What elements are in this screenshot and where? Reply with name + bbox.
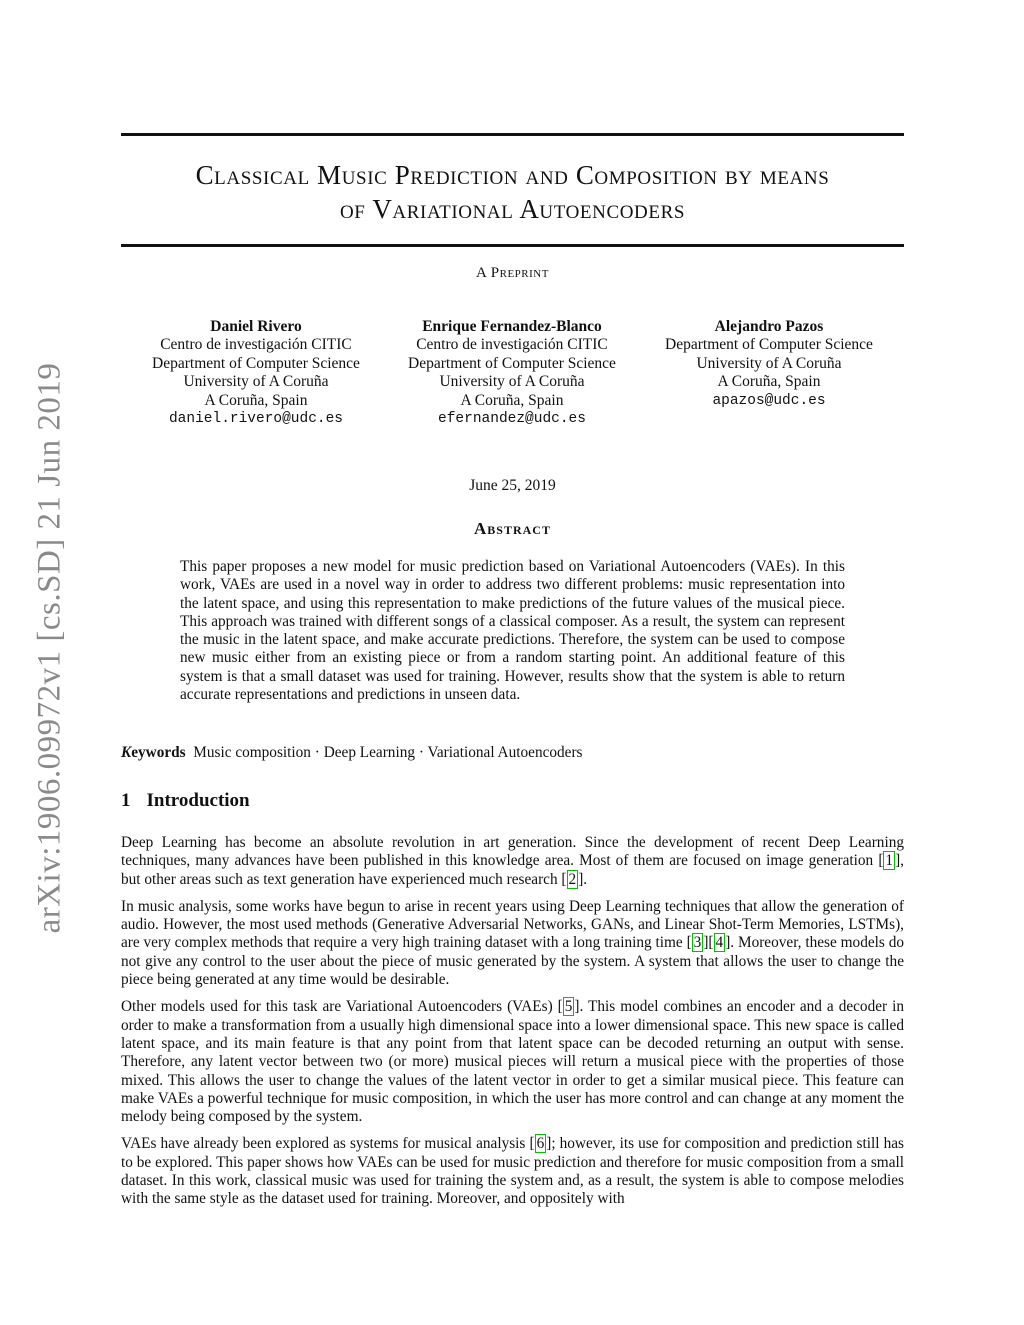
preprint-label: A Preprint: [476, 265, 549, 281]
author-name: Enrique Fernandez-Blanco: [422, 318, 602, 335]
arxiv-identifier: arXiv:1906.09972v1 [cs.SD] 21 Jun 2019: [31, 362, 68, 934]
citation-link[interactable]: 6: [536, 1135, 545, 1153]
paragraph-text: ][: [703, 934, 714, 952]
keywords-list: Music composition · Deep Learning · Variational Autoencoders: [193, 744, 583, 761]
author-block: [390, 318, 634, 428]
section-number: 1: [121, 790, 131, 811]
paragraph-text: ]. Moreover, these models do not give any control to the user about the piece of music generated by the system. A system that allows the user to change the piece being generated at any time would be desirable.: [121, 934, 904, 989]
author-email[interactable]: efernandez@udc.es: [438, 411, 586, 428]
author-affiliation: University of A Coruña: [439, 373, 585, 391]
section-title: Introduction: [146, 790, 250, 811]
citation-link[interactable]: 4: [715, 934, 724, 952]
author-email[interactable]: apazos@udc.es: [712, 392, 826, 409]
author-affiliation: Centro de investigación CITIC: [160, 336, 352, 354]
paragraph: [121, 1135, 904, 1208]
citation-link[interactable]: 3: [693, 934, 702, 952]
paragraph: [121, 834, 904, 889]
author-affiliation: Department of Computer Science: [665, 336, 873, 354]
title-line-2: of Variational Autoencoders: [339, 194, 686, 224]
title-rule-top: [121, 133, 904, 136]
keywords-label: [121, 744, 186, 761]
author-affiliation: A Coruña, Spain: [717, 373, 821, 391]
author-block: [135, 318, 377, 428]
paragraph-text: Other models used for this task are Variational Autoencoders (VAEs) [: [121, 998, 563, 1016]
abstract-text: This paper proposes a new model for music prediction based on Variational Autoencoders (VAEs). In this work, VAEs are used in a novel way in order to address two different problems: music representation into the latent space, and using this representation to make predictions of the future values of the musical piece. This approach was trained with different songs of a classical composer. As a result, the system can represent the music in the latent space, and make accurate predictions. Therefore, the system can be used to compose new music either from an existing piece or from a random starting point. An additional feature of this system is that a small dataset was used for training. However, results show that the system is able to return accurate representations and predictions in unseen data.: [180, 558, 845, 704]
publication-date: June 25, 2019: [469, 477, 556, 494]
keywords-label-rest: eywords: [131, 744, 186, 761]
section-body: [121, 834, 904, 1218]
author-affiliation: Department of Computer Science: [408, 354, 616, 372]
author-affiliation: Department of Computer Science: [152, 354, 360, 372]
paragraph-text: Deep Learning has become an absolute revolution in art generation. Since the development of recent Deep Learning techniques, many advances have been published in this knowledge area. Most of them are focused on image generation [: [121, 834, 904, 870]
paragraph-text: ].: [578, 870, 588, 888]
author-name: Daniel Rivero: [210, 318, 302, 335]
author-affiliation: A Coruña, Spain: [204, 391, 308, 409]
citation-link[interactable]: 1: [885, 852, 894, 870]
paragraph-text: ]. This model combines an encoder and a decoder in order to make a transformation from a usually high dimensional space into a lower dimensional space. This new space is called latent space, and its main feature is that any point from that latent space can be decoded returning an output with sense. Therefore, any latent vector between two (or more) musical pieces will return a musical piece with the properties of those mixed. This allows the user to change the values of the latent vector in order to get a similar musical piece. This feature can make VAEs a powerful technique for music composition, in which the user has more control and can change at any moment the melody being composed by the system.: [121, 998, 904, 1126]
paragraph: [121, 998, 904, 1126]
section-heading: [121, 790, 250, 812]
title-rule-bottom: [121, 244, 904, 247]
author-affiliation: A Coruña, Spain: [460, 391, 564, 409]
paragraph-text: VAEs have already been explored as systems for musical analysis [: [121, 1135, 535, 1153]
paper-title: [121, 158, 904, 226]
citation-link[interactable]: 2: [568, 870, 577, 888]
author-affiliation: Centro de investigación CITIC: [416, 336, 608, 354]
author-name: Alejandro Pazos: [714, 318, 824, 335]
author-email[interactable]: daniel.rivero@udc.es: [168, 411, 344, 428]
author-affiliation: University of A Coruña: [696, 354, 842, 372]
keywords-line: [121, 744, 904, 762]
citation-link[interactable]: 5: [564, 998, 573, 1016]
author-block: [648, 318, 890, 410]
paragraph-text: ]; however, its use for composition and prediction still has to be explored. This paper shows how VAEs can be used for music prediction and therefore for music composition from a small dataset. In this work, classical music was used for training the system and, as a result, the system is able to compose melodies with the same style as the dataset used for training. Moreover, and oppositely with: [121, 1135, 904, 1208]
title-line-1: Classical Music Prediction and Composition by means: [195, 160, 830, 190]
paragraph: [121, 898, 904, 989]
paragraph-text: ], but other areas such as text generation have experienced much research [: [121, 852, 904, 888]
author-affiliation: University of A Coruña: [183, 373, 329, 391]
paragraph-text: In music analysis, some works have begun to arise in recent years using Deep Learning techniques that allow the generation of audio. However, the most used methods (Generative Adversarial Networks, GANs, and Linear Shot-Term Memories, LSTMs), are very complex methods that require a very high training dataset with a long training time [: [121, 897, 904, 952]
keywords-label-initial: K: [121, 744, 132, 761]
abstract-heading: Abstract: [474, 519, 551, 538]
